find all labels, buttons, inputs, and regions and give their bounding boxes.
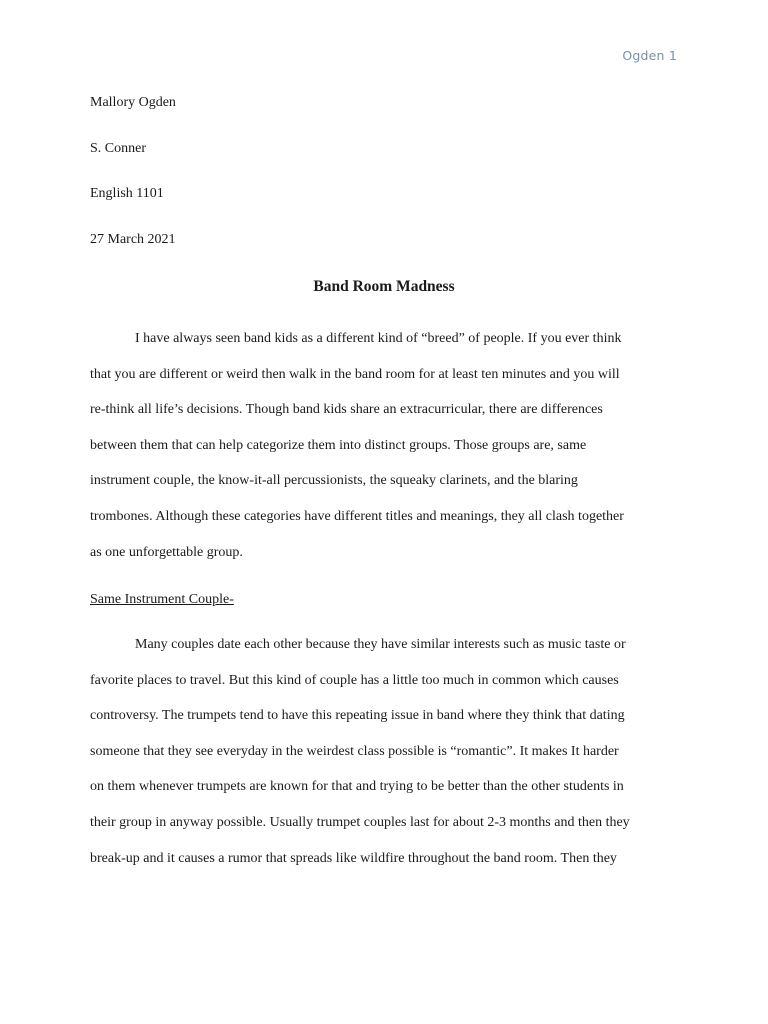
paragraph-same-instrument-couple [90, 627, 680, 876]
essay-title: Band Room Madness [313, 278, 455, 295]
paragraph-line: controversy. The trumpets tend to have this repeating issue in band where they think that dating [90, 708, 625, 724]
paragraph-line: that you are different or weird then walk in the band room for at least ten minutes and you will [90, 366, 620, 382]
paragraph-line: I have always seen band kids as a different kind of “breed” of people. If you ever think [135, 331, 622, 346]
paragraph-line: instrument couple, the know-it-all percussionists, the squeaky clarinets, and the blaring [90, 473, 578, 489]
paragraph-line: their group in anyway possible. Usually trumpet couples last for about 2-3 months and then they [90, 814, 630, 830]
paragraph-line: break-up and it causes a rumor that spreads like wildfire throughout the band room. Then they [90, 850, 617, 866]
course-name: English 1101 [90, 186, 164, 202]
paragraph-line: on them whenever trumpets are known for that and trying to be better than the other students in [90, 779, 624, 795]
paragraph-line: re-think all life’s decisions. Though band kids share an extracurricular, there are differences [90, 402, 603, 418]
paragraph-line: between them that can help categorize them into distinct groups. Those groups are, same [90, 437, 587, 453]
author-name: Mallory Ogden [90, 95, 176, 110]
paragraph-line: Many couples date each other because they have similar interests such as music taste or [135, 637, 626, 652]
mla-header [90, 94, 176, 277]
section-heading: Same Instrument Couple- [90, 592, 234, 607]
essay-date: 27 March 2021 [90, 232, 176, 248]
instructor-name: S. Conner [90, 140, 146, 156]
running-head: Ogden 1 [622, 48, 677, 63]
paragraph-line: as one unforgettable group. [90, 544, 243, 560]
paragraph-intro [90, 321, 680, 570]
paragraph-line: trombones. Although these categories have different titles and meanings, they all clash together [90, 508, 624, 524]
paragraph-line: favorite places to travel. But this kind of couple has a little too much in common which causes [90, 672, 619, 688]
paragraph-line: someone that they see everyday in the weirdest class possible is “romantic”. It makes It harder [90, 743, 619, 759]
